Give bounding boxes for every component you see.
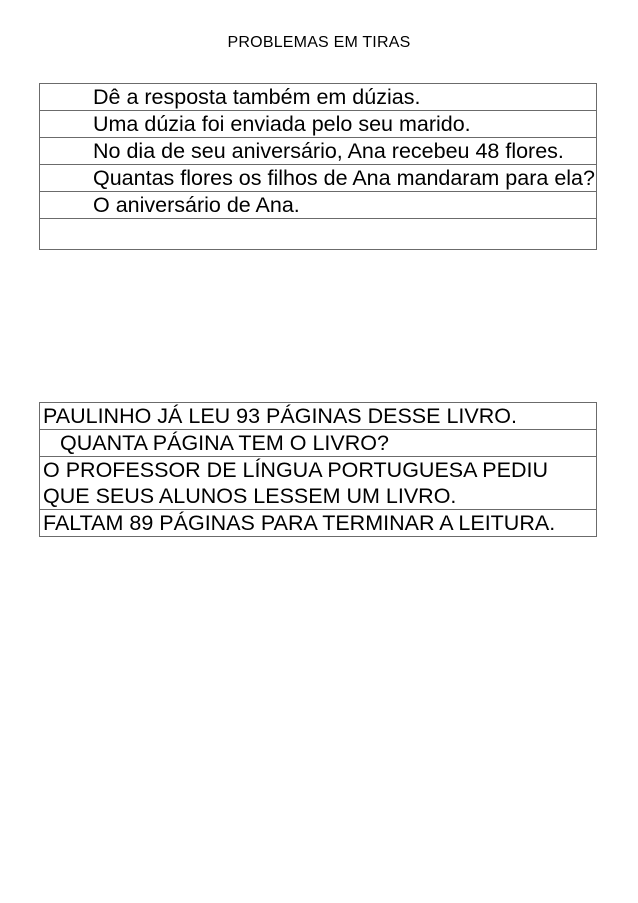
strip-text: QUANTA PÁGINA TEM O LIVRO?	[40, 430, 597, 457]
strip-text: Quantas flores os filhos de Ana mandaram para ela?	[40, 165, 597, 192]
strip-text: Uma dúzia foi enviada pelo seu marido.	[40, 111, 597, 138]
strip-row	[40, 430, 597, 457]
strip-row	[40, 403, 597, 430]
strip-text: FALTAM 89 PÁGINAS PARA TERMINAR A LEITURA.	[40, 510, 597, 537]
strip-text: PAULINHO JÁ LEU 93 PÁGINAS DESSE LIVRO.	[40, 403, 597, 430]
strip-text	[40, 219, 597, 250]
strip-row-empty	[40, 219, 597, 250]
strips-table-2	[39, 402, 597, 537]
strip-row	[40, 192, 597, 219]
page-title: PROBLEMAS EM TIRAS	[227, 34, 411, 51]
strip-row	[40, 138, 597, 165]
strip-row	[40, 510, 597, 537]
strip-text: O aniversário de Ana.	[40, 192, 597, 219]
strip-text: No dia de seu aniversário, Ana recebeu 48 flores.	[40, 138, 597, 165]
strip-row	[40, 84, 597, 111]
strips-table-1	[39, 83, 597, 250]
strip-row	[40, 165, 597, 192]
strip-row	[40, 111, 597, 138]
strip-text: Dê a resposta também em dúzias.	[40, 84, 597, 111]
strip-row	[40, 457, 597, 510]
strip-text: O PROFESSOR DE LÍNGUA PORTUGUESA PEDIU QUE SEUS ALUNOS LESSEM UM LIVRO.	[40, 457, 597, 510]
